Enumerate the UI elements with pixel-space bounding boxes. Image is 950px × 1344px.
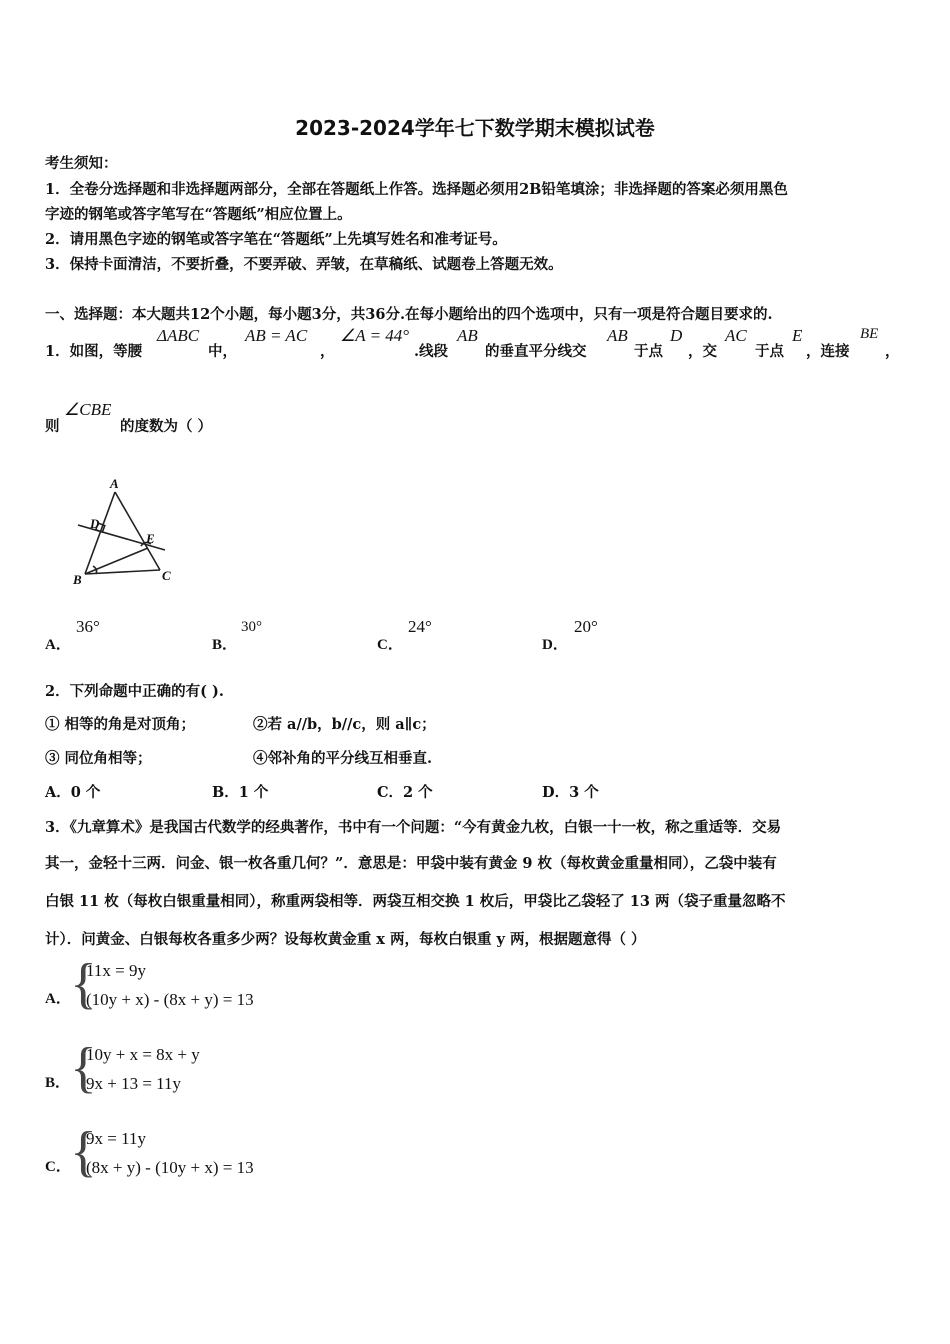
q2-option-a-value: 0 个 bbox=[70, 784, 101, 801]
q1-text-4: .线段 bbox=[414, 343, 449, 360]
q1-option-b-label: B． bbox=[212, 637, 238, 653]
q1-math-equal-sides: AB = AC bbox=[245, 326, 308, 345]
notice-line-2: 2．请用黑色字迹的钢笔或答字笔在“答题纸”上先填写姓名和准考证号。 bbox=[45, 231, 507, 248]
notice-heading: 考生须知： bbox=[45, 155, 118, 172]
q2-option-a-label: A． bbox=[45, 784, 71, 801]
section-heading: 一、选择题：本大题共12个小题，每小题3分，共36分.在每小题给出的四个选项中，只有一项是符合题目要求的. bbox=[45, 306, 773, 323]
q3-option-c-eq2: (8x + y) - (10y + x) = 13 bbox=[86, 1158, 254, 1177]
q2-option-d-label: D． bbox=[542, 784, 570, 801]
q2-option-c bbox=[377, 781, 433, 802]
notice-line-1b: 字迹的钢笔或答字笔写在“答题纸”相应位置上。 bbox=[45, 206, 352, 223]
q1-option-d-value: 20° bbox=[574, 617, 598, 636]
notice-line-3: 3．保持卡面清洁，不要折叠，不要弄破、弄皱，在草稿纸、试题卷上答题无效。 bbox=[45, 256, 563, 273]
q3-option-b-brace: { bbox=[70, 1037, 97, 1099]
q1-option-c-label: C． bbox=[377, 637, 403, 653]
q1-math-point-e: E bbox=[792, 326, 803, 345]
q3-option-c-brace: { bbox=[70, 1121, 97, 1183]
q3-line-2: 其一，金轻十三两．问金、银一枚各重几何？”．意思是：甲袋中装有黄金 9 枚（每枚黄金重量相同），乙袋中装有 bbox=[45, 855, 777, 872]
q1-text-8: 于点 bbox=[755, 343, 784, 360]
q3-option-b-eq1: 10y + x = 8x + y bbox=[86, 1045, 200, 1064]
label-a: A bbox=[110, 476, 119, 491]
q2-option-d bbox=[542, 781, 599, 802]
q2-option-b bbox=[212, 781, 268, 802]
q1-text-7: ，交 bbox=[688, 343, 717, 360]
q2-proposition-4: ④邻补角的平分线互相垂直. bbox=[253, 750, 433, 767]
segment-be bbox=[85, 548, 148, 574]
q1-option-a-value: 36° bbox=[76, 617, 100, 636]
q2-option-b-label: B． bbox=[212, 784, 239, 801]
q1-option-d-label: D． bbox=[542, 637, 568, 653]
q1-text-1: 1．如图，等腰 bbox=[45, 343, 143, 360]
q2-proposition-3: ③ 同位角相等； bbox=[45, 750, 152, 767]
q3-option-a-brace: { bbox=[70, 953, 97, 1015]
q1-math-be: BE bbox=[860, 326, 879, 342]
q3-line-4: 计）．问黄金、白银每枚各重多少两？设每枚黄金重 x 两，每枚白银重 y 两，根据题意得（ ） bbox=[45, 931, 646, 948]
triangle-figure bbox=[65, 470, 195, 590]
q1-option-c-value: 24° bbox=[408, 617, 432, 636]
q3-option-a-label: A． bbox=[45, 991, 71, 1007]
q1-text-3: ， bbox=[320, 343, 335, 360]
q3-option-a-eq1: 11x = 9y bbox=[86, 961, 146, 980]
q3-option-c-eq1: 9x = 11y bbox=[86, 1129, 146, 1148]
notice-line-1a: 1．全卷分选择题和非选择题两部分，全部在答题纸上作答。选择题必须用2B铅笔填涂；非选择题的答案必须用黑色 bbox=[45, 181, 788, 198]
q1-text-5: 的垂直平分线交 bbox=[485, 343, 587, 360]
q3-option-b-eq2: 9x + 13 = 11y bbox=[86, 1074, 182, 1093]
q2-proposition-1: ① 相等的角是对顶角； bbox=[45, 716, 196, 733]
q1-text-10: ， bbox=[885, 343, 900, 360]
q1-math-ab-1: AB bbox=[457, 326, 478, 345]
side-ab bbox=[85, 492, 115, 574]
q2-stem: 2．下列命题中正确的有( ). bbox=[45, 683, 224, 700]
q2-option-c-label: C． bbox=[377, 784, 404, 801]
q3-option-a-eq2: (10y + x) - (8x + y) = 13 bbox=[86, 990, 254, 1009]
q1-text-9: ，连接 bbox=[806, 343, 850, 360]
q1-math-ac: AC bbox=[725, 326, 747, 345]
q1-math-angle-a: ∠A = 44° bbox=[340, 326, 410, 345]
q1-text-12: 的度数为（ ） bbox=[120, 418, 213, 435]
q2-option-d-value: 3 个 bbox=[569, 784, 599, 801]
q1-math-triangle: ΔABC bbox=[157, 326, 200, 345]
q3-line-3: 白银 11 枚（每枚白银重量相同），称重两袋相等．两袋互相交换 1 枚后，甲袋比乙袋轻了 13 两（袋子重量忽略不 bbox=[45, 893, 786, 910]
page-title: 2023-2024学年七下数学期末模拟试卷 bbox=[295, 116, 655, 140]
q1-math-point-d: D bbox=[670, 326, 683, 345]
q1-option-a-label: A． bbox=[45, 637, 71, 653]
q2-option-c-value: 2 个 bbox=[403, 784, 433, 801]
label-c: C bbox=[162, 568, 171, 583]
q2-option-b-value: 1 个 bbox=[238, 784, 269, 801]
q2-option-a bbox=[45, 781, 100, 802]
q2-proposition-2: ②若 a//b，b//c，则 a∥c； bbox=[253, 716, 436, 733]
q1-text-11: 则 bbox=[45, 418, 60, 435]
q1-math-ab-2: AB bbox=[607, 326, 628, 345]
q1-text-6: 于点 bbox=[634, 343, 663, 360]
label-e: E bbox=[146, 531, 155, 546]
label-b: B bbox=[73, 572, 82, 587]
q1-option-b-value: 30° bbox=[241, 619, 262, 635]
q1-text-2: 中， bbox=[208, 343, 237, 360]
q3-line-1: 3．《九章算术》是我国古代数学的经典著作，书中有一个问题：“今有黄金九枚，白银一十一枚，称之重适等．交易 bbox=[45, 819, 782, 836]
q3-option-b-label: B． bbox=[45, 1075, 71, 1091]
label-d: D bbox=[90, 516, 100, 531]
q1-math-angle-cbe: ∠CBE bbox=[64, 400, 112, 419]
q3-option-c-label: C． bbox=[45, 1159, 71, 1175]
